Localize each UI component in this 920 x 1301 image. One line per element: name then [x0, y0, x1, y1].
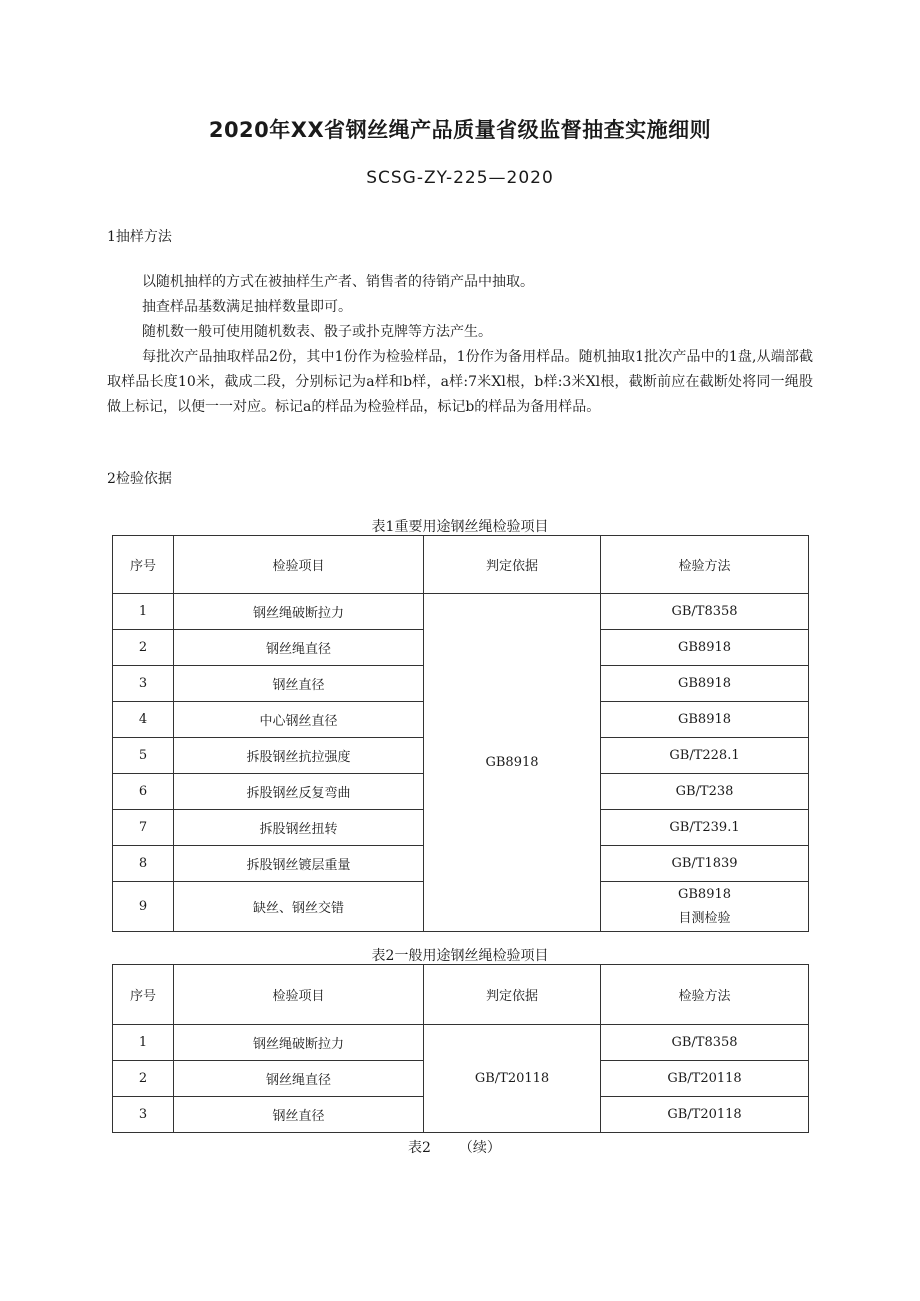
- row-number: 5: [113, 738, 174, 774]
- row-number: 3: [113, 666, 174, 702]
- header-method: 检验方法: [601, 965, 809, 1025]
- section-2-heading: 2检验依据: [107, 471, 172, 487]
- header-basis: 判定依据: [424, 536, 601, 594]
- header-item: 检验项目: [174, 965, 424, 1025]
- document-code: SCSG-ZY-225—2020: [366, 168, 554, 188]
- row-item: 钢丝绳破断拉力: [174, 594, 424, 630]
- row-item: 拆股钢丝扭转: [174, 810, 424, 846]
- row-item: 钢丝直径: [174, 1097, 424, 1133]
- row-method: GB8918: [601, 666, 809, 702]
- row-number: 4: [113, 702, 174, 738]
- paragraph-random-number: 随机数一般可使用随机数表、骰子或扑克牌等方法产生。: [142, 324, 492, 340]
- document-title: 2020年XX省钢丝绳产品质量省级监督抽查实施细则: [208, 118, 712, 142]
- row-method: GB/T1839: [601, 846, 809, 882]
- row-number: 1: [113, 1025, 174, 1061]
- row-number: 6: [113, 774, 174, 810]
- table-2: [112, 964, 809, 1133]
- row-method: GB/T8358: [601, 1025, 809, 1061]
- row-number: 2: [113, 1061, 174, 1097]
- row-method: GB/T228.1: [601, 738, 809, 774]
- row-method: GB/T8358: [601, 594, 809, 630]
- table-2-continued-caption: [408, 1137, 501, 1157]
- continued-note: （续）: [458, 1140, 501, 1156]
- section-1-heading: 1抽样方法: [107, 229, 172, 245]
- row-item: 钢丝绳直径: [174, 630, 424, 666]
- row-number: 7: [113, 810, 174, 846]
- row-method-line-1: GB8918: [677, 886, 732, 902]
- header-method: 检验方法: [601, 536, 809, 594]
- row-item: 缺丝、钢丝交错: [174, 882, 424, 932]
- row-item: 钢丝绳直径: [174, 1061, 424, 1097]
- row-number: 8: [113, 846, 174, 882]
- row-method: GB8918: [601, 630, 809, 666]
- header-basis: 判定依据: [424, 965, 601, 1025]
- row-item: 拆股钢丝镀层重量: [174, 846, 424, 882]
- paragraph-sample-quantity: 每批次产品抽取样品2份，其中1份作为检验样品，1份作为备用样品。随机抽取1批次产品中的1盘,从端部截取样品长度10米，截成二段，分别标记为a样和b样，a样:7米Xl根，b样:3米Xl根，截断前应在截断处将同一绳股做上标记，以便一一对应。标记a的样品为检验样品，标记b的样品为备用样品。: [107, 349, 813, 415]
- table-row: [113, 594, 809, 630]
- row-method: GB/T238: [601, 774, 809, 810]
- table-row: [113, 1025, 809, 1061]
- table-1: [112, 535, 809, 932]
- row-method: [601, 882, 809, 932]
- basis-cell: GB/T20118: [424, 1025, 601, 1133]
- row-item: 中心钢丝直径: [174, 702, 424, 738]
- row-method: GB/T20118: [601, 1061, 809, 1097]
- row-method-line-2: 目测检验: [678, 910, 731, 926]
- row-number: 9: [113, 882, 174, 932]
- basis-cell: GB8918: [424, 594, 601, 932]
- paragraph-sampling-method: 以随机抽样的方式在被抽样生产者、销售者的待销产品中抽取。: [142, 274, 534, 290]
- row-number: 2: [113, 630, 174, 666]
- header-number: 序号: [113, 536, 174, 594]
- row-item: 钢丝绳破断拉力: [174, 1025, 424, 1061]
- table-2-caption: 表2一般用途钢丝绳检验项目: [371, 948, 549, 964]
- row-item: 拆股钢丝抗拉强度: [174, 738, 424, 774]
- table-header-row: [113, 536, 809, 594]
- row-item: 拆股钢丝反复弯曲: [174, 774, 424, 810]
- table-1-caption: 表1重要用途钢丝绳检验项目: [371, 519, 549, 535]
- row-method: GB/T20118: [601, 1097, 809, 1133]
- header-item: 检验项目: [174, 536, 424, 594]
- row-number: 1: [113, 594, 174, 630]
- continued-label: 表2: [408, 1140, 431, 1156]
- row-method: GB/T239.1: [601, 810, 809, 846]
- table-header-row: [113, 965, 809, 1025]
- header-number: 序号: [113, 965, 174, 1025]
- row-method: GB8918: [601, 702, 809, 738]
- row-number: 3: [113, 1097, 174, 1133]
- paragraph-sample-base: 抽查样品基数满足抽样数量即可。: [142, 299, 352, 315]
- row-item: 钢丝直径: [174, 666, 424, 702]
